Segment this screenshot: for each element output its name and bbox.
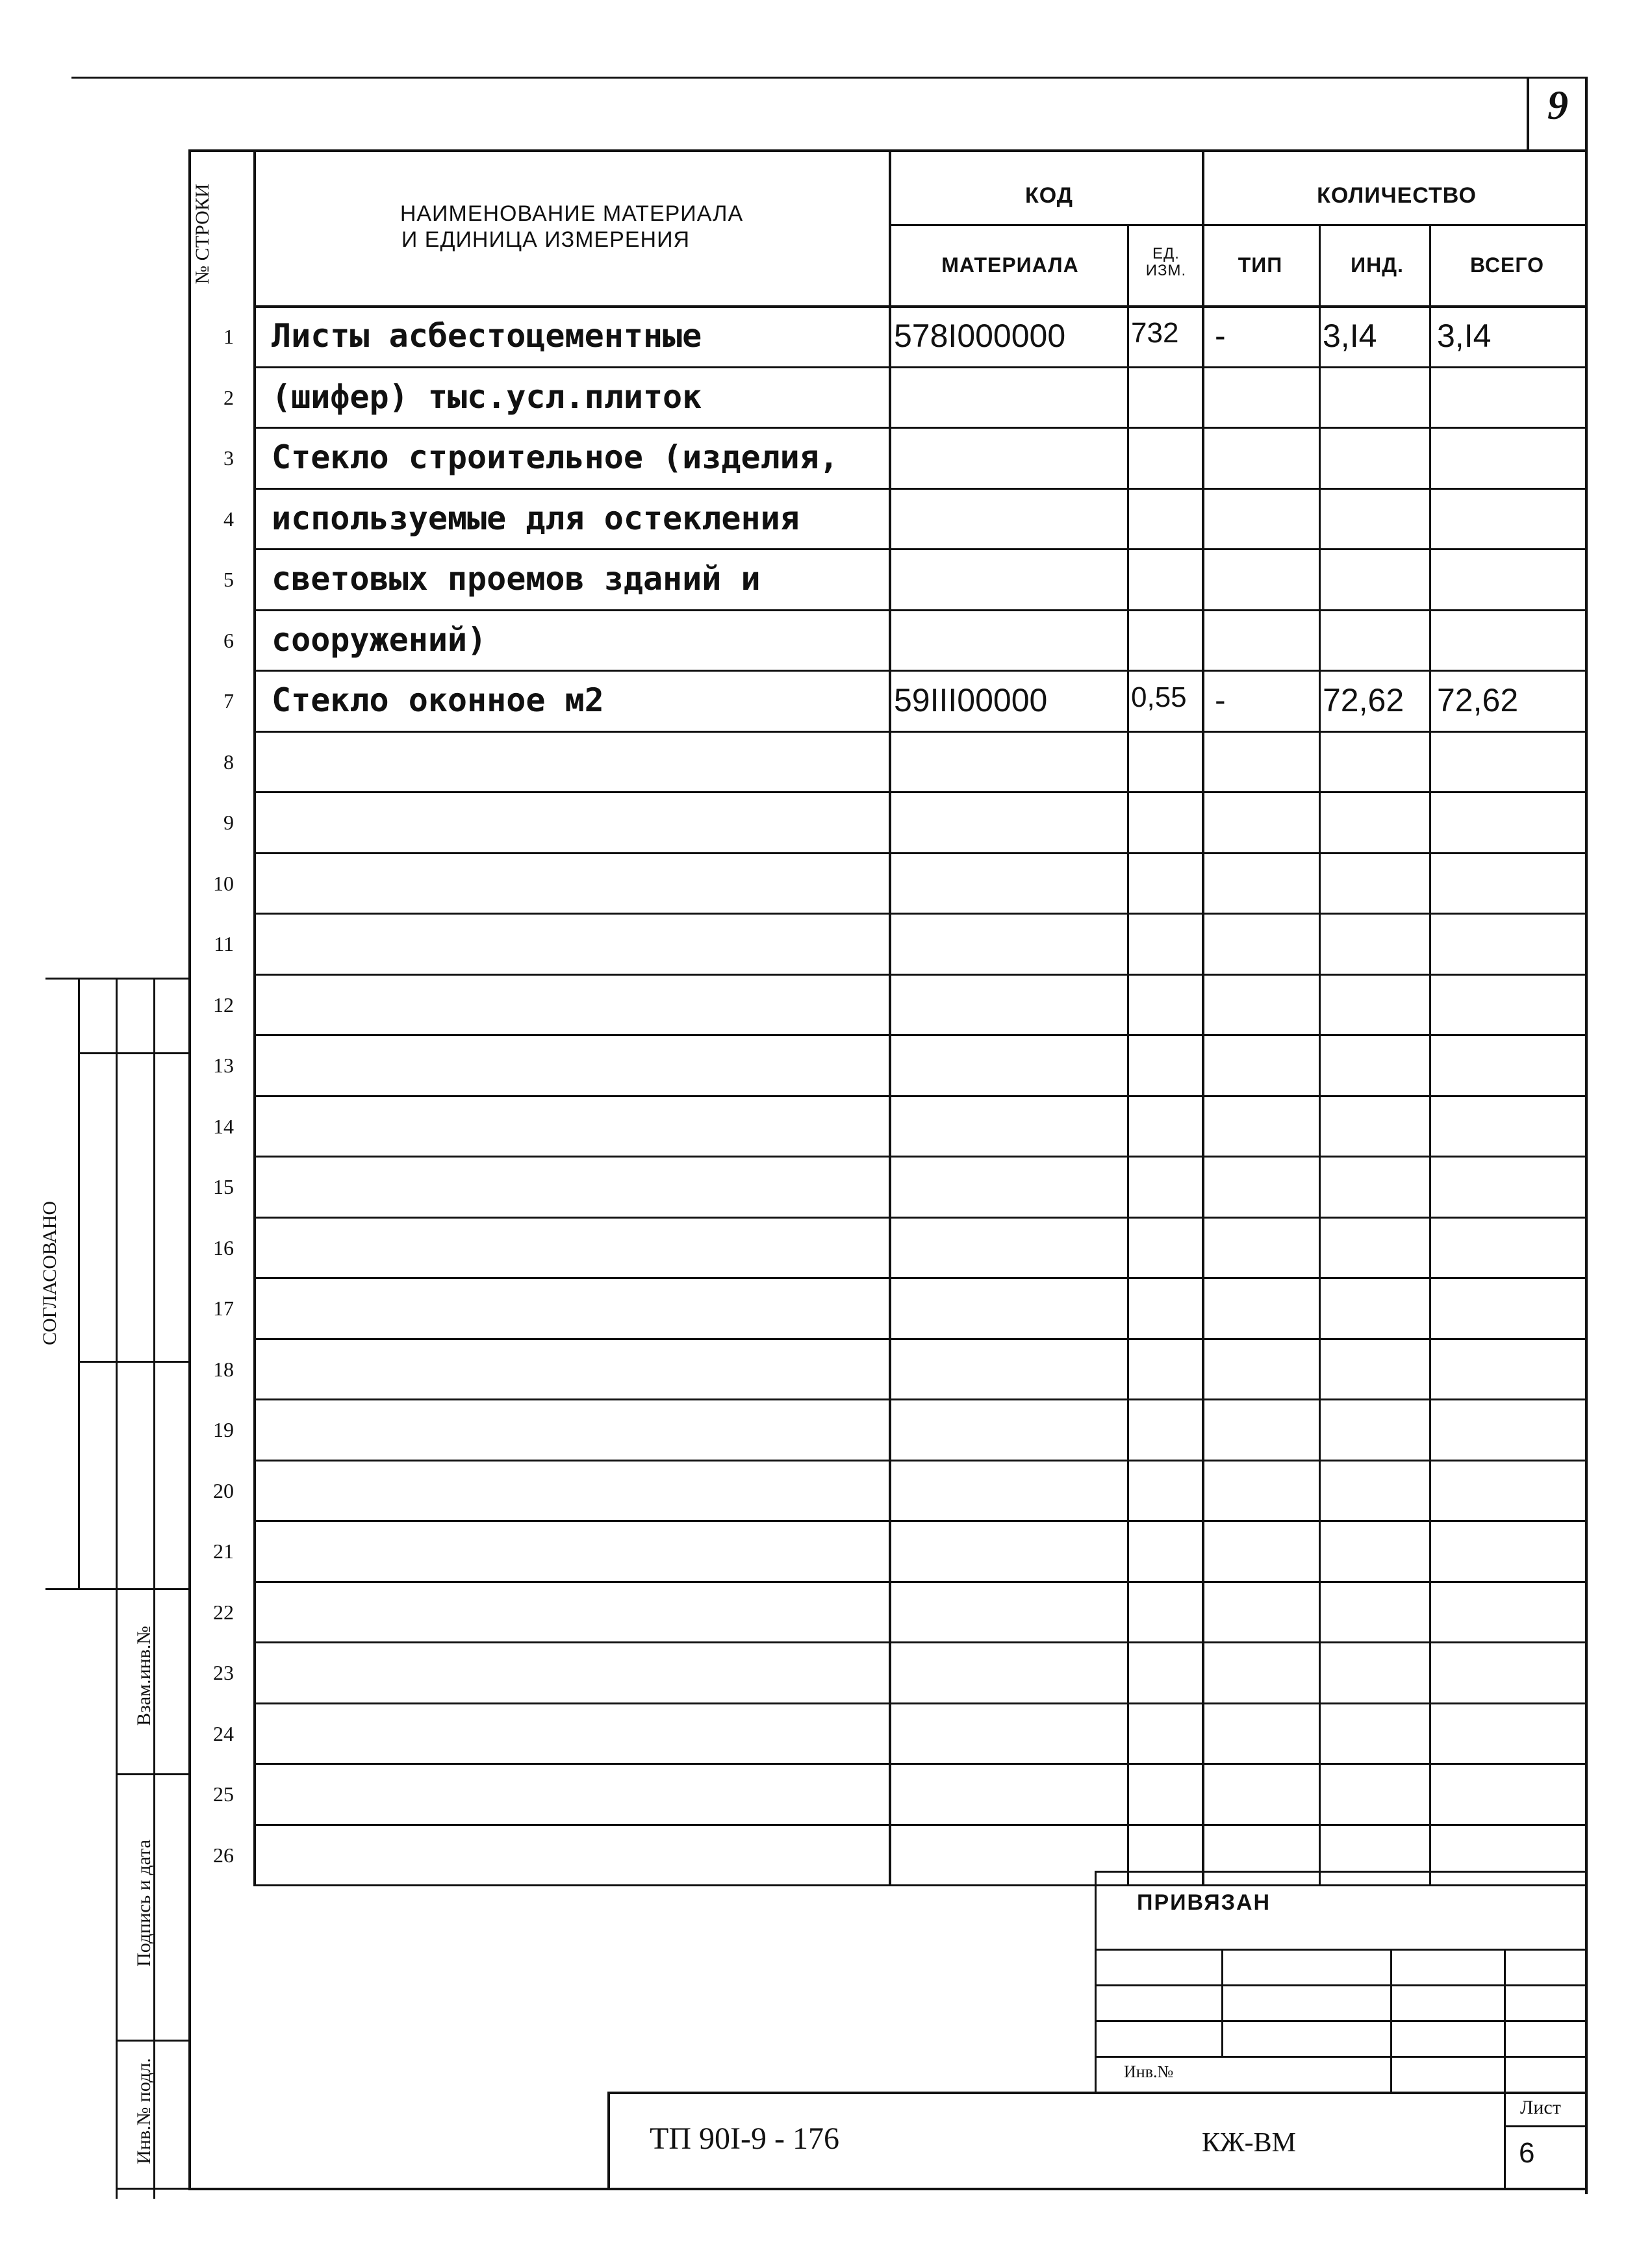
row-number: 3 — [223, 446, 234, 470]
material-name-cell: используемые для остекления — [272, 500, 800, 537]
project-code: ТП 90I-9 - 176 — [650, 2121, 839, 2156]
row-line — [253, 1338, 1585, 1340]
side-sep-5 — [116, 2040, 191, 2042]
row-number-header: № СТРОКИ — [192, 183, 213, 285]
header-name-line2: И ЕДИНИЦА ИЗМЕРЕНИЯ — [401, 227, 691, 252]
row-line — [253, 731, 1585, 733]
sheet-label: Лист — [1520, 2097, 1561, 2118]
top-border-dashed — [71, 77, 1585, 79]
col-line-ind — [1319, 224, 1321, 1884]
side-bottom — [116, 2188, 191, 2190]
row-line — [253, 1034, 1585, 1036]
row-number: 20 — [213, 1479, 234, 1502]
side-sep-1 — [78, 1052, 191, 1054]
row-number: 13 — [213, 1054, 234, 1077]
row-number: 10 — [213, 872, 234, 895]
row-line — [253, 1398, 1585, 1400]
row-number: 15 — [213, 1175, 234, 1198]
ind-quantity-cell: 3,I4 — [1323, 318, 1377, 354]
unit-code-cell: 732 — [1131, 317, 1179, 349]
material-name-cell: сооружений) — [272, 621, 487, 659]
ind-quantity-cell: 72,62 — [1323, 682, 1404, 718]
stamp-row-1 — [1095, 1949, 1585, 1951]
row-line — [253, 1460, 1585, 1461]
stamp-col-1 — [1221, 1949, 1223, 2056]
row-number: 11 — [214, 932, 234, 955]
row-line — [253, 913, 1585, 915]
total-quantity-cell: 3,I4 — [1437, 318, 1492, 354]
row-number: 17 — [213, 1297, 234, 1320]
page-number: 9 — [1547, 82, 1568, 128]
section-code: КЖ-ВМ — [1202, 2128, 1296, 2158]
title-left — [607, 2092, 610, 2189]
col-line-rownum — [253, 149, 256, 1884]
row-line — [253, 1641, 1585, 1643]
row-line — [253, 974, 1585, 976]
header-material: МАТЕРИАЛА — [941, 253, 1079, 277]
title-top — [607, 2092, 1585, 2094]
row-line — [253, 1520, 1585, 1522]
side-sep-4 — [116, 1773, 191, 1775]
row-number: 12 — [213, 993, 234, 1017]
row-line — [253, 427, 1585, 429]
stamp-left — [1095, 1871, 1097, 2092]
row-number: 23 — [213, 1661, 234, 1684]
row-number: 5 — [223, 568, 234, 591]
side-top — [45, 978, 191, 980]
row-number: 9 — [223, 811, 234, 834]
material-code-cell: 578I000000 — [894, 318, 1066, 354]
frame-bottom — [188, 2188, 1585, 2190]
col-line-name — [889, 149, 891, 1884]
side-sep-3 — [45, 1588, 191, 1590]
row-line — [253, 609, 1585, 611]
col-line-type — [1202, 149, 1204, 1884]
row-number: 8 — [223, 750, 234, 774]
material-name-cell: (шифер) тыс.усл.плиток — [272, 378, 702, 416]
material-name-cell: световых проемов зданий и — [272, 560, 761, 598]
frame-left — [188, 149, 191, 2190]
header-name-line1: НАИМЕНОВАНИЕ МАТЕРИАЛА — [400, 201, 744, 226]
stamp-inv-label: Инв.№ — [1124, 2062, 1174, 2081]
row-line — [253, 1824, 1585, 1826]
unit-code-cell: 0,55 — [1131, 681, 1187, 713]
header-bottom-line — [253, 305, 1585, 308]
stamp-row-4 — [1095, 2056, 1585, 2058]
row-line — [253, 1763, 1585, 1765]
row-line — [253, 548, 1585, 550]
row-line — [253, 791, 1585, 793]
attached-label: ПРИВЯЗАН — [1137, 1890, 1271, 1915]
header-ind: ИНД. — [1351, 253, 1404, 277]
total-quantity-cell: 72,62 — [1437, 682, 1519, 718]
row-line — [253, 1884, 1585, 1886]
header-code: КОД — [1025, 183, 1073, 208]
row-number: 21 — [213, 1539, 234, 1563]
row-number: 4 — [223, 507, 234, 531]
agreed-label: СОГЛАСОВАНО — [39, 1200, 60, 1346]
stamp-row-2 — [1095, 1984, 1585, 1986]
side-col-line-a — [78, 978, 80, 1588]
row-line — [253, 852, 1585, 854]
row-line — [253, 1581, 1585, 1583]
replacement-inv-label: Взам.инв.№ — [133, 1625, 155, 1727]
header-mid-line — [889, 224, 1585, 226]
row-line — [253, 1095, 1585, 1097]
material-name-cell: Стекло оконное м2 — [272, 681, 604, 719]
row-line — [253, 1156, 1585, 1158]
signature-date-label: Подпись и дата — [133, 1840, 155, 1967]
header-type: ТИП — [1238, 253, 1283, 277]
row-line — [253, 1702, 1585, 1704]
row-number: 7 — [223, 689, 234, 713]
row-line — [253, 670, 1585, 672]
page-box-left — [1527, 77, 1529, 149]
side-sep-2 — [78, 1361, 191, 1363]
row-number: 19 — [213, 1418, 234, 1441]
row-number: 6 — [223, 629, 234, 652]
col-line-total — [1429, 224, 1431, 1884]
type-quantity-cell: - — [1215, 318, 1226, 354]
sheet-split — [1504, 2125, 1585, 2127]
row-line — [253, 1277, 1585, 1279]
row-line — [253, 366, 1585, 368]
row-number: 14 — [213, 1115, 234, 1138]
stamp-col-3 — [1504, 1949, 1506, 2189]
row-number: 25 — [213, 1782, 234, 1806]
row-number: 16 — [213, 1236, 234, 1259]
sheet-number: 6 — [1519, 2137, 1535, 2169]
stamp-top — [1095, 1871, 1585, 1873]
row-number: 2 — [223, 386, 234, 409]
col-line-unit — [1127, 224, 1129, 1884]
type-quantity-cell: - — [1215, 682, 1226, 718]
stamp-col-2 — [1390, 1949, 1392, 2092]
row-line — [253, 1217, 1585, 1219]
row-number: 18 — [213, 1358, 234, 1381]
material-name-cell: Листы асбестоцементные — [272, 317, 702, 355]
stamp-row-3 — [1095, 2020, 1585, 2022]
frame-top — [188, 149, 1585, 152]
row-number: 26 — [213, 1843, 234, 1867]
header-quantity: КОЛИЧЕСТВО — [1317, 183, 1477, 208]
row-number: 22 — [213, 1601, 234, 1624]
frame-right — [1585, 77, 1588, 2194]
row-number: 1 — [223, 325, 234, 348]
row-line — [253, 488, 1585, 490]
header-total: ВСЕГО — [1470, 253, 1544, 277]
row-number: 24 — [213, 1722, 234, 1745]
material-name-cell: Стекло строительное (изделия, — [272, 438, 839, 476]
header-unit: ЕД. ИЗМ. — [1145, 245, 1187, 279]
original-inv-label: Инв.№ подл. — [133, 2058, 155, 2164]
material-code-cell: 59III00000 — [894, 682, 1048, 718]
